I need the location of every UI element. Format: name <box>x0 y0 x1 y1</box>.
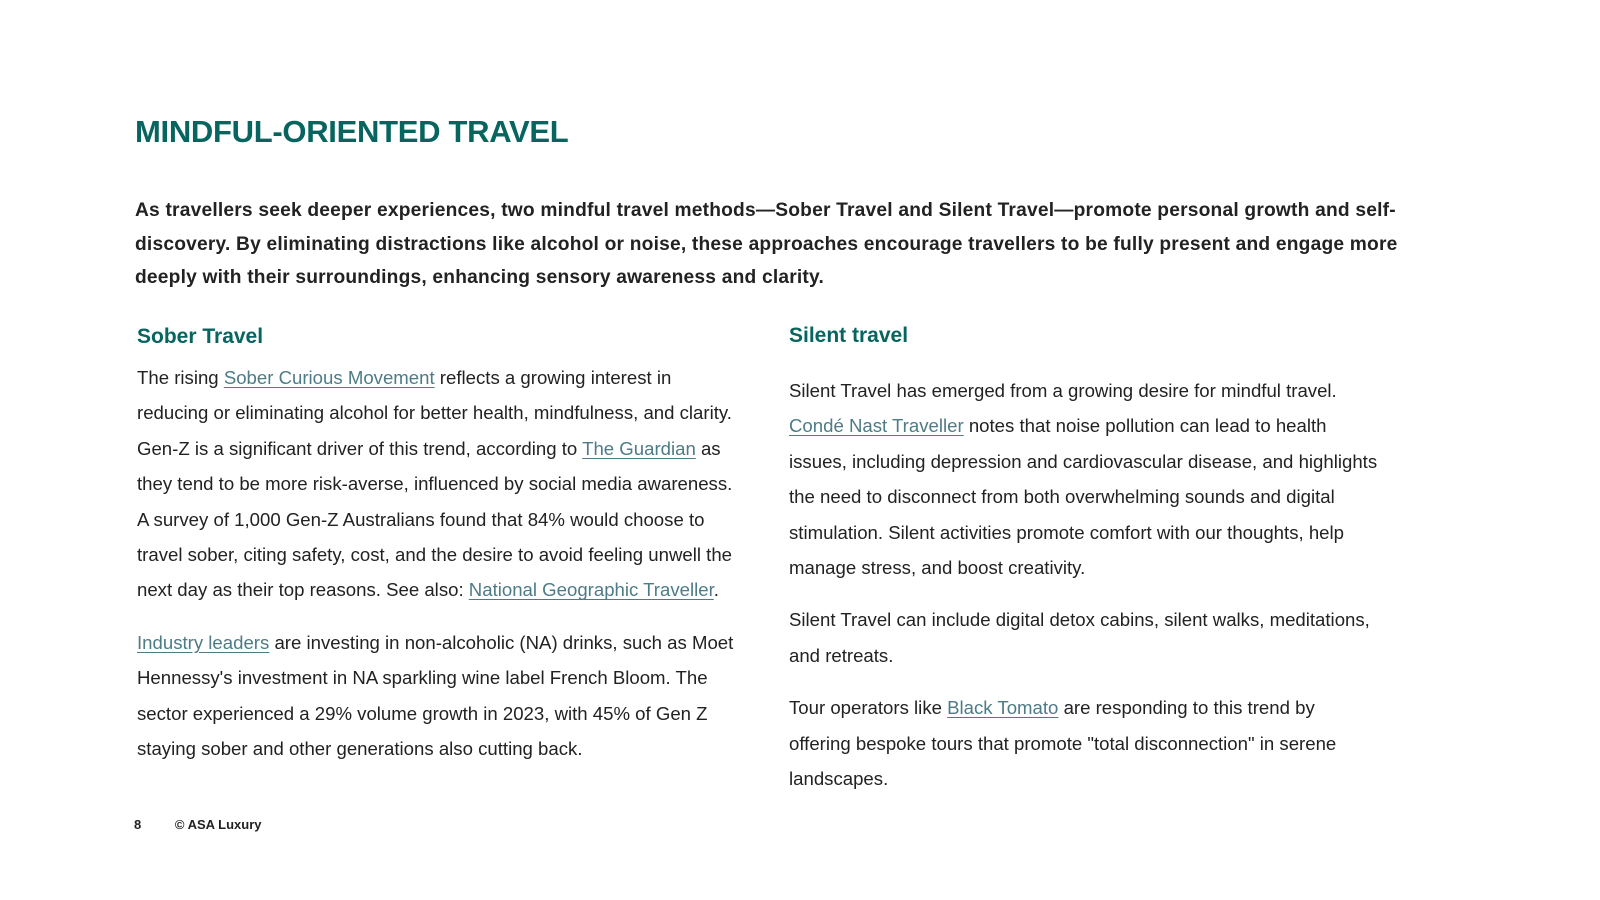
natgeo-link[interactable]: National Geographic Traveller <box>468 579 714 601</box>
text: are responding to this trend by offering bespoke tours that promote "total disconnection" in serene landscapes. <box>789 697 1337 790</box>
industry-leaders-link[interactable]: Industry leaders <box>137 631 270 653</box>
page-title: MINDFUL-ORIENTED TRAVEL <box>135 114 569 149</box>
copyright: © ASA Luxury <box>174 817 262 832</box>
text: are investing in non-alcoholic (NA) drinks, such as Moet Hennessy's investment in NA sparkling wine label French Bloom. The sector experienced a 29% volume growth in 2023, with 45% of Gen Z staying sober and other generations also cutting back. <box>137 631 734 760</box>
text: as they tend to be more risk-averse, influenced by social media awareness. A survey of 1,000 Gen-Z Australians found that 84% would choose to travel sober, citing safety, cost, and the desire to avoid feeling unwell the next day as their top reasons. See also: <box>137 437 733 601</box>
text: The rising <box>137 367 224 388</box>
silent-paragraph-1 <box>789 373 1379 585</box>
sober-paragraph-1 <box>137 360 747 608</box>
sober-travel-heading: Sober Travel <box>137 325 264 348</box>
page-number: 8 <box>134 817 142 832</box>
footer <box>134 817 292 832</box>
silent-paragraph-2: Silent Travel can include digital detox cabins, silent walks, meditations, and retreats. <box>789 609 1370 666</box>
intro-paragraph: As travellers seek deeper experiences, two mindful travel methods—Sober Travel and Silent Travel—promote personal growth and self-discovery. By eliminating distractions like alcohol or noise, these approaches encourage travellers to be fully present and engage more deeply with their surroundings, enhancing sensory awareness and clarity. <box>135 200 1398 288</box>
sober-curious-link[interactable]: Sober Curious Movement <box>223 367 435 388</box>
text: notes that noise pollution can lead to health issues, including depression and cardiovascular disease, and highlights the need to disconnect from both overwhelming sounds and digital stimulation. Silent activities promote comfort with our thoughts, help manage stress, and boost creativity. <box>789 415 1378 579</box>
text: Tour operators like <box>789 697 948 719</box>
sober-paragraph-2 <box>137 625 747 767</box>
black-tomato-link[interactable]: Black Tomato <box>947 697 1059 719</box>
conde-nast-link[interactable]: Condé Nast Traveller <box>789 415 964 437</box>
text: Silent Travel has emerged from a growing desire for mindful travel. <box>789 380 1337 401</box>
silent-travel-heading: Silent travel <box>789 324 909 347</box>
text: . <box>713 579 719 601</box>
text: reflects a growing interest in reducing or eliminating alcohol for better health, mindfulness, and clarity. Gen-Z is a significant driver of this trend, according to <box>137 367 732 459</box>
silent-paragraph-3 <box>789 690 1379 796</box>
guardian-link[interactable]: The Guardian <box>582 437 696 459</box>
sober-travel-section <box>137 322 747 783</box>
silent-travel-section <box>789 321 1379 813</box>
